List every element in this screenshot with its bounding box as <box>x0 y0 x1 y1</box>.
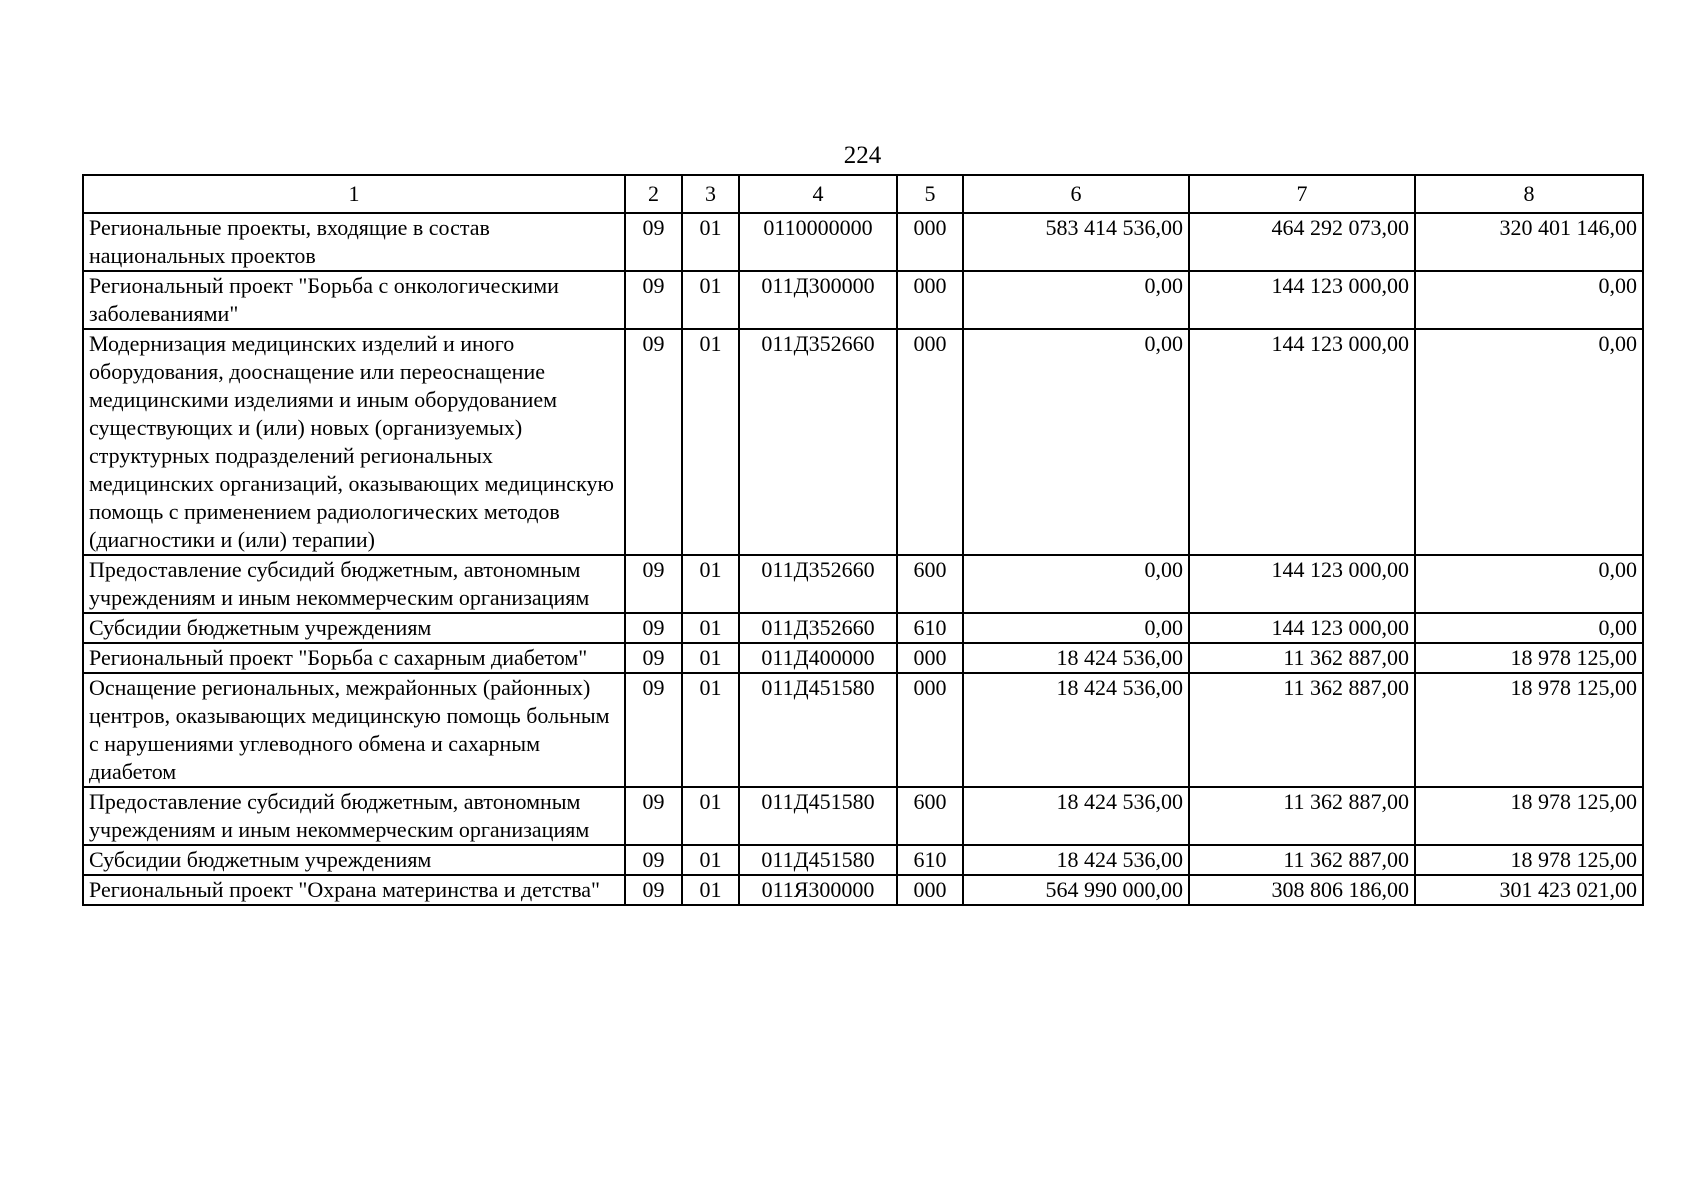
header-row <box>83 175 1643 213</box>
row-subsection: 01 <box>682 213 739 271</box>
row-subsection: 01 <box>682 329 739 555</box>
row-amount-6: 0,00 <box>963 613 1189 643</box>
budget-table <box>82 174 1644 906</box>
row-amount-6: 18 424 536,00 <box>963 673 1189 787</box>
row-name: Модернизация медицинских изделий и иного оборудования, дооснащение или переоснащение медицинскими изделиями и иным оборудованием существующих и (или) новых (организуемых) структурных подразделений региональных медицинских организаций, оказывающих медицинскую помощь с применением радиологических методов (диагностики и (или) терапии) <box>83 329 625 555</box>
row-amount-6: 583 414 536,00 <box>963 213 1189 271</box>
row-amount-7: 11 362 887,00 <box>1189 643 1415 673</box>
row-subsection: 01 <box>682 875 739 905</box>
row-subsection: 01 <box>682 613 739 643</box>
row-target-article: 011Д451580 <box>739 845 897 875</box>
row-section: 09 <box>625 875 682 905</box>
row-expense-type: 000 <box>897 213 963 271</box>
row-name: Предоставление субсидий бюджетным, автономным учреждениям и иным некоммерческим организациям <box>83 787 625 845</box>
row-amount-7: 144 123 000,00 <box>1189 329 1415 555</box>
header-cell: 2 <box>625 175 682 213</box>
row-subsection: 01 <box>682 787 739 845</box>
row-amount-8: 18 978 125,00 <box>1415 673 1643 787</box>
row-amount-8: 18 978 125,00 <box>1415 845 1643 875</box>
row-target-article: 0110000000 <box>739 213 897 271</box>
table-row <box>83 787 1643 845</box>
row-expense-type: 610 <box>897 845 963 875</box>
row-section: 09 <box>625 787 682 845</box>
row-amount-8: 0,00 <box>1415 555 1643 613</box>
table-row <box>83 643 1643 673</box>
row-section: 09 <box>625 673 682 787</box>
row-name: Региональный проект "Борьба с сахарным диабетом" <box>83 643 625 673</box>
table-row <box>83 329 1643 555</box>
row-amount-7: 144 123 000,00 <box>1189 555 1415 613</box>
row-subsection: 01 <box>682 271 739 329</box>
row-name: Предоставление субсидий бюджетным, автономным учреждениям и иным некоммерческим организациям <box>83 555 625 613</box>
table-row <box>83 271 1643 329</box>
row-amount-7: 11 362 887,00 <box>1189 787 1415 845</box>
row-expense-type: 000 <box>897 673 963 787</box>
row-name: Субсидии бюджетным учреждениям <box>83 845 625 875</box>
row-subsection: 01 <box>682 673 739 787</box>
row-expense-type: 610 <box>897 613 963 643</box>
header-cell: 6 <box>963 175 1189 213</box>
row-amount-8: 18 978 125,00 <box>1415 787 1643 845</box>
row-expense-type: 000 <box>897 271 963 329</box>
table-row <box>83 213 1643 271</box>
row-amount-8: 0,00 <box>1415 613 1643 643</box>
row-amount-6: 18 424 536,00 <box>963 787 1189 845</box>
row-section: 09 <box>625 213 682 271</box>
row-expense-type: 600 <box>897 787 963 845</box>
row-target-article: 011Д352660 <box>739 329 897 555</box>
row-amount-6: 564 990 000,00 <box>963 875 1189 905</box>
row-amount-7: 464 292 073,00 <box>1189 213 1415 271</box>
header-cell: 7 <box>1189 175 1415 213</box>
table-row <box>83 673 1643 787</box>
row-subsection: 01 <box>682 643 739 673</box>
row-name: Субсидии бюджетным учреждениям <box>83 613 625 643</box>
row-amount-7: 144 123 000,00 <box>1189 271 1415 329</box>
row-section: 09 <box>625 271 682 329</box>
row-subsection: 01 <box>682 555 739 613</box>
row-amount-6: 0,00 <box>963 271 1189 329</box>
row-section: 09 <box>625 845 682 875</box>
header-cell: 3 <box>682 175 739 213</box>
row-expense-type: 000 <box>897 643 963 673</box>
row-amount-7: 11 362 887,00 <box>1189 845 1415 875</box>
row-expense-type: 000 <box>897 329 963 555</box>
row-section: 09 <box>625 643 682 673</box>
page-number: 224 <box>843 142 882 169</box>
row-target-article: 011Д300000 <box>739 271 897 329</box>
row-target-article: 011Я300000 <box>739 875 897 905</box>
table-row <box>83 555 1643 613</box>
row-name: Региональные проекты, входящие в состав национальных проектов <box>83 213 625 271</box>
row-expense-type: 600 <box>897 555 963 613</box>
row-amount-8: 0,00 <box>1415 329 1643 555</box>
row-amount-6: 18 424 536,00 <box>963 643 1189 673</box>
table-row <box>83 875 1643 905</box>
header-cell: 4 <box>739 175 897 213</box>
row-amount-8: 301 423 021,00 <box>1415 875 1643 905</box>
row-target-article: 011Д352660 <box>739 555 897 613</box>
row-name: Региональный проект "Охрана материнства и детства" <box>83 875 625 905</box>
row-target-article: 011Д400000 <box>739 643 897 673</box>
row-section: 09 <box>625 613 682 643</box>
row-amount-7: 144 123 000,00 <box>1189 613 1415 643</box>
table-row <box>83 613 1643 643</box>
row-target-article: 011Д451580 <box>739 787 897 845</box>
row-name: Региональный проект "Борьба с онкологическими заболеваниями" <box>83 271 625 329</box>
row-section: 09 <box>625 329 682 555</box>
row-target-article: 011Д352660 <box>739 613 897 643</box>
row-amount-7: 308 806 186,00 <box>1189 875 1415 905</box>
header-cell: 5 <box>897 175 963 213</box>
row-amount-8: 18 978 125,00 <box>1415 643 1643 673</box>
table-row <box>83 845 1643 875</box>
row-amount-6: 18 424 536,00 <box>963 845 1189 875</box>
row-name: Оснащение региональных, межрайонных (районных) центров, оказывающих медицинскую помощь больным с нарушениями углеводного обмена и сахарным диабетом <box>83 673 625 787</box>
row-amount-7: 11 362 887,00 <box>1189 673 1415 787</box>
row-amount-8: 0,00 <box>1415 271 1643 329</box>
row-amount-6: 0,00 <box>963 555 1189 613</box>
row-expense-type: 000 <box>897 875 963 905</box>
row-subsection: 01 <box>682 845 739 875</box>
header-cell: 8 <box>1415 175 1643 213</box>
row-amount-6: 0,00 <box>963 329 1189 555</box>
row-target-article: 011Д451580 <box>739 673 897 787</box>
row-section: 09 <box>625 555 682 613</box>
row-amount-8: 320 401 146,00 <box>1415 213 1643 271</box>
header-cell: 1 <box>83 175 625 213</box>
